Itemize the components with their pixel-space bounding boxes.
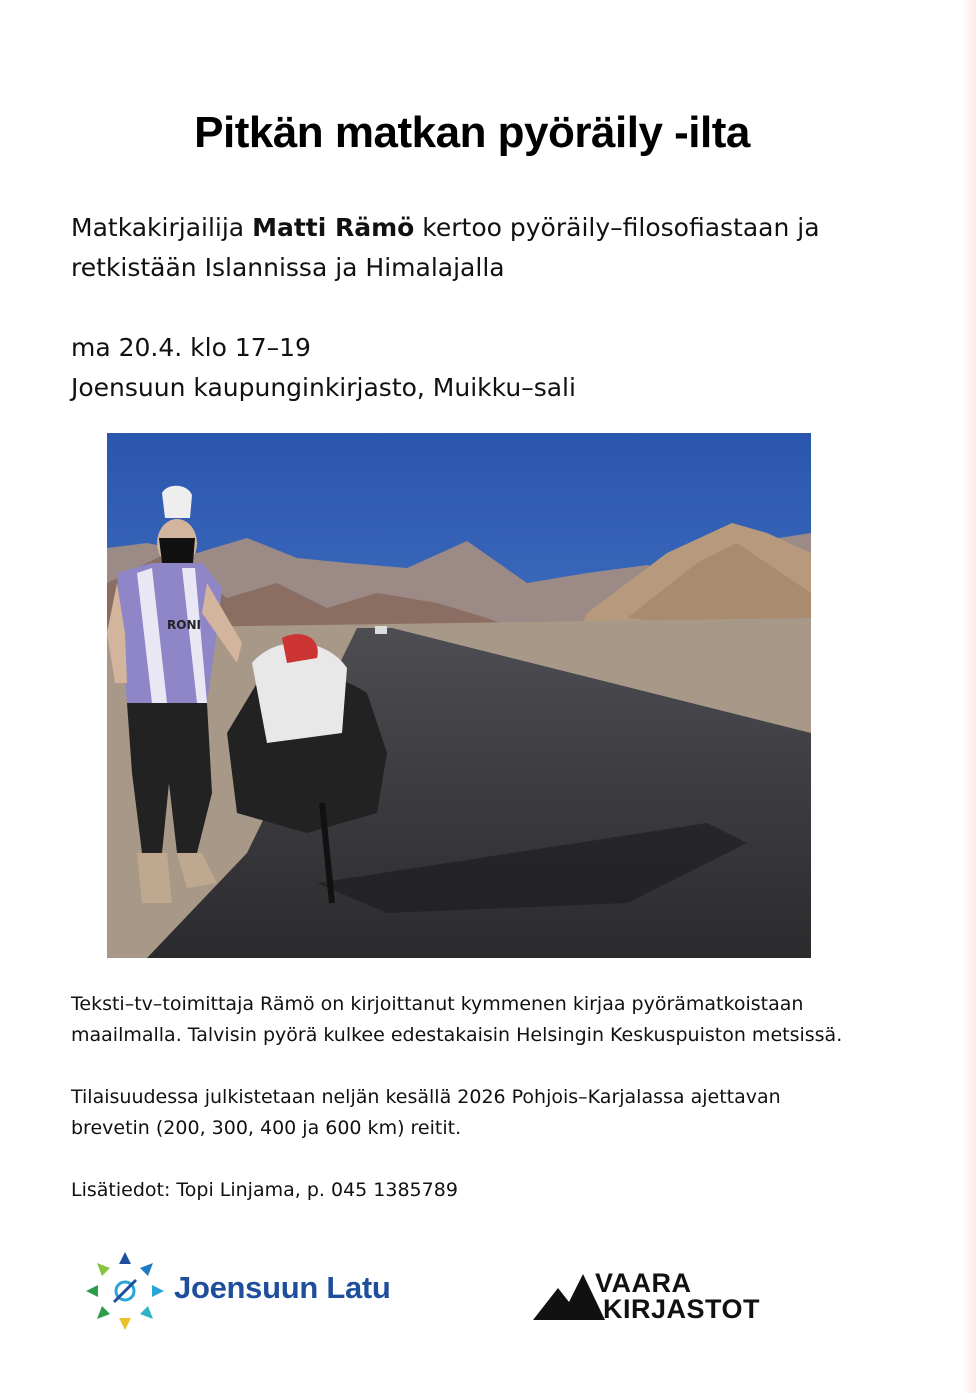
intro-post: kertoo pyöräily–filosofiastaan ja (414, 213, 820, 242)
kirjastot-word: KIRJASTOT (603, 1294, 761, 1324)
intro-line-2: retkistään Islannissa ja Himalajalla (71, 253, 505, 282)
paragraph-author-line-2: maailmalla. Talvisin pyörä kulkee edestakaisin Helsingin Keskuspuiston metsissä. (71, 1024, 843, 1046)
paragraph-author-line-1: Teksti–tv–toimittaja Rämö on kirjoittanut kymmenen kirjaa pyörämatkoistaan (71, 993, 804, 1015)
intro-pre: Matkakirjailija (71, 213, 253, 242)
compass-star-icon (84, 1250, 166, 1332)
intro-text (71, 208, 871, 288)
event-place: Joensuun kaupunginkirjasto, Muikku–sali (71, 373, 576, 402)
cyclist-photo (107, 433, 811, 958)
page-edge-shade (962, 0, 976, 1393)
author-name: Matti Rämö (252, 213, 415, 242)
paragraph-author (71, 989, 931, 1051)
paragraph-brevet (71, 1082, 931, 1144)
paragraph-brevet-line-2: brevetin (200, 300, 400 ja 600 km) reitit. (71, 1117, 462, 1139)
latu-name: Joensuun Latu (174, 1270, 391, 1305)
vaara-word: VAARA (595, 1268, 692, 1298)
vaara-kirjastot-logo (533, 1268, 763, 1330)
jersey-text: RONI (167, 618, 201, 632)
event-details (71, 328, 871, 408)
paragraph-brevet-line-1: Tilaisuudessa julkistetaan neljän kesällä 2026 Pohjois–Karjalassa ajettavan (71, 1086, 781, 1108)
page-title: Pitkän matkan pyöräily -ilta (194, 108, 750, 157)
contact-info: Lisätiedot: Topi Linjama, p. 045 1385789 (71, 1179, 458, 1201)
intro-line-1 (71, 208, 871, 248)
event-time: ma 20.4. klo 17–19 (71, 333, 311, 362)
joensuun-latu-logo (84, 1250, 444, 1332)
